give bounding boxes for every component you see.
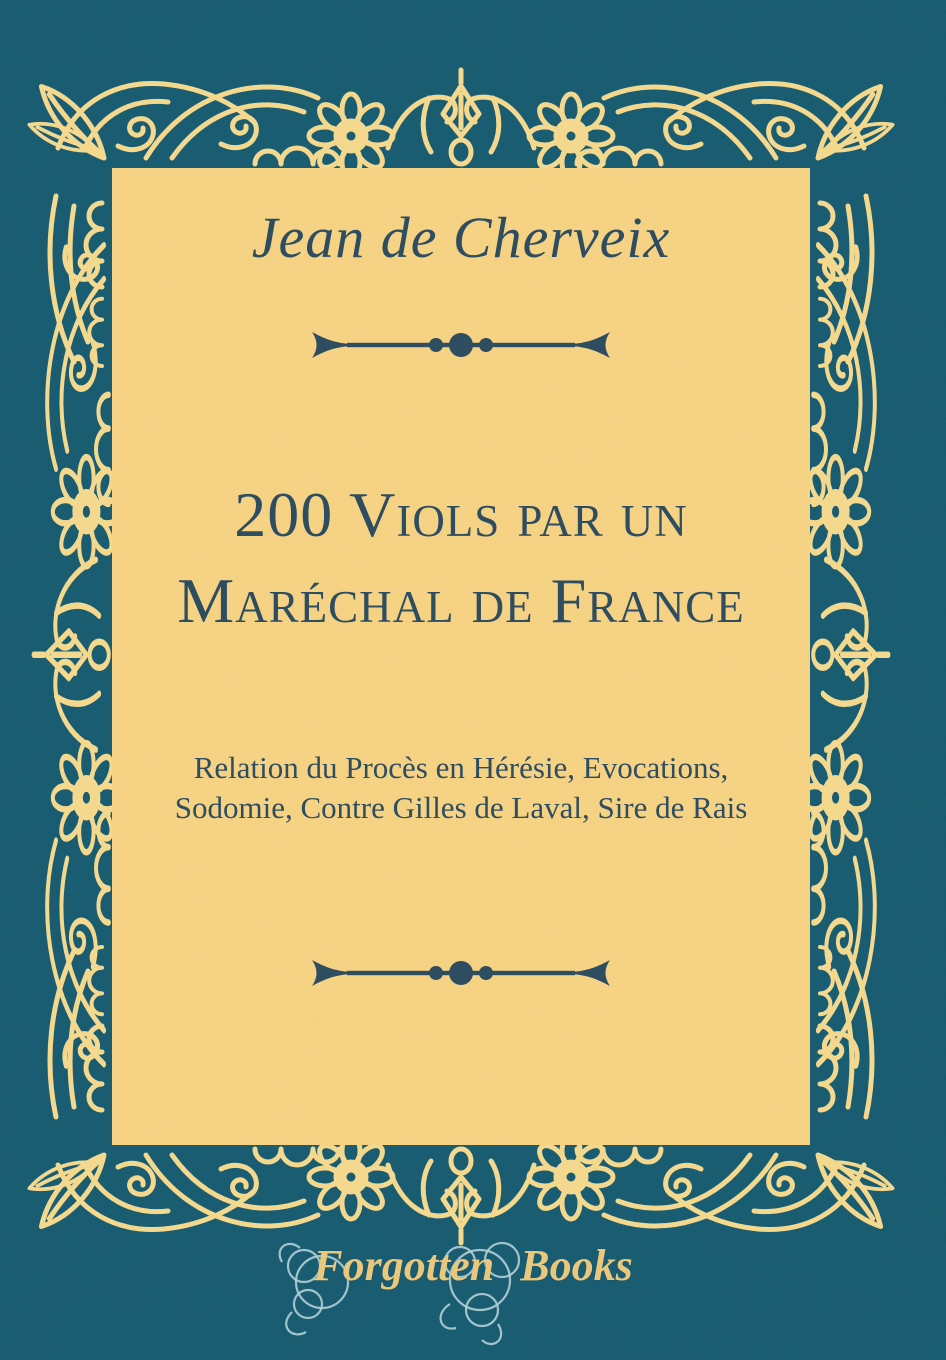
- title-line-2: Maréchal de France: [177, 564, 745, 636]
- subtitle-line-2: Sodomie, Contre Gilles de Laval, Sire de Rais: [174, 790, 748, 826]
- book-subtitle: [112, 748, 810, 829]
- divider-ornament-icon: [311, 958, 611, 988]
- author-name: Jean de Cherveix: [251, 205, 671, 270]
- subtitle-line-1: Relation du Procès en Hérésie, Evocations,: [193, 750, 729, 785]
- book-title: [112, 472, 810, 644]
- publisher-word-books: Books: [520, 1241, 633, 1290]
- publisher-word-forgotten: Forgotten: [313, 1241, 495, 1290]
- title-line-1: 200 Viols par un: [234, 479, 688, 550]
- divider-ornament-icon: [311, 330, 611, 360]
- publisher-logo: [0, 1240, 946, 1291]
